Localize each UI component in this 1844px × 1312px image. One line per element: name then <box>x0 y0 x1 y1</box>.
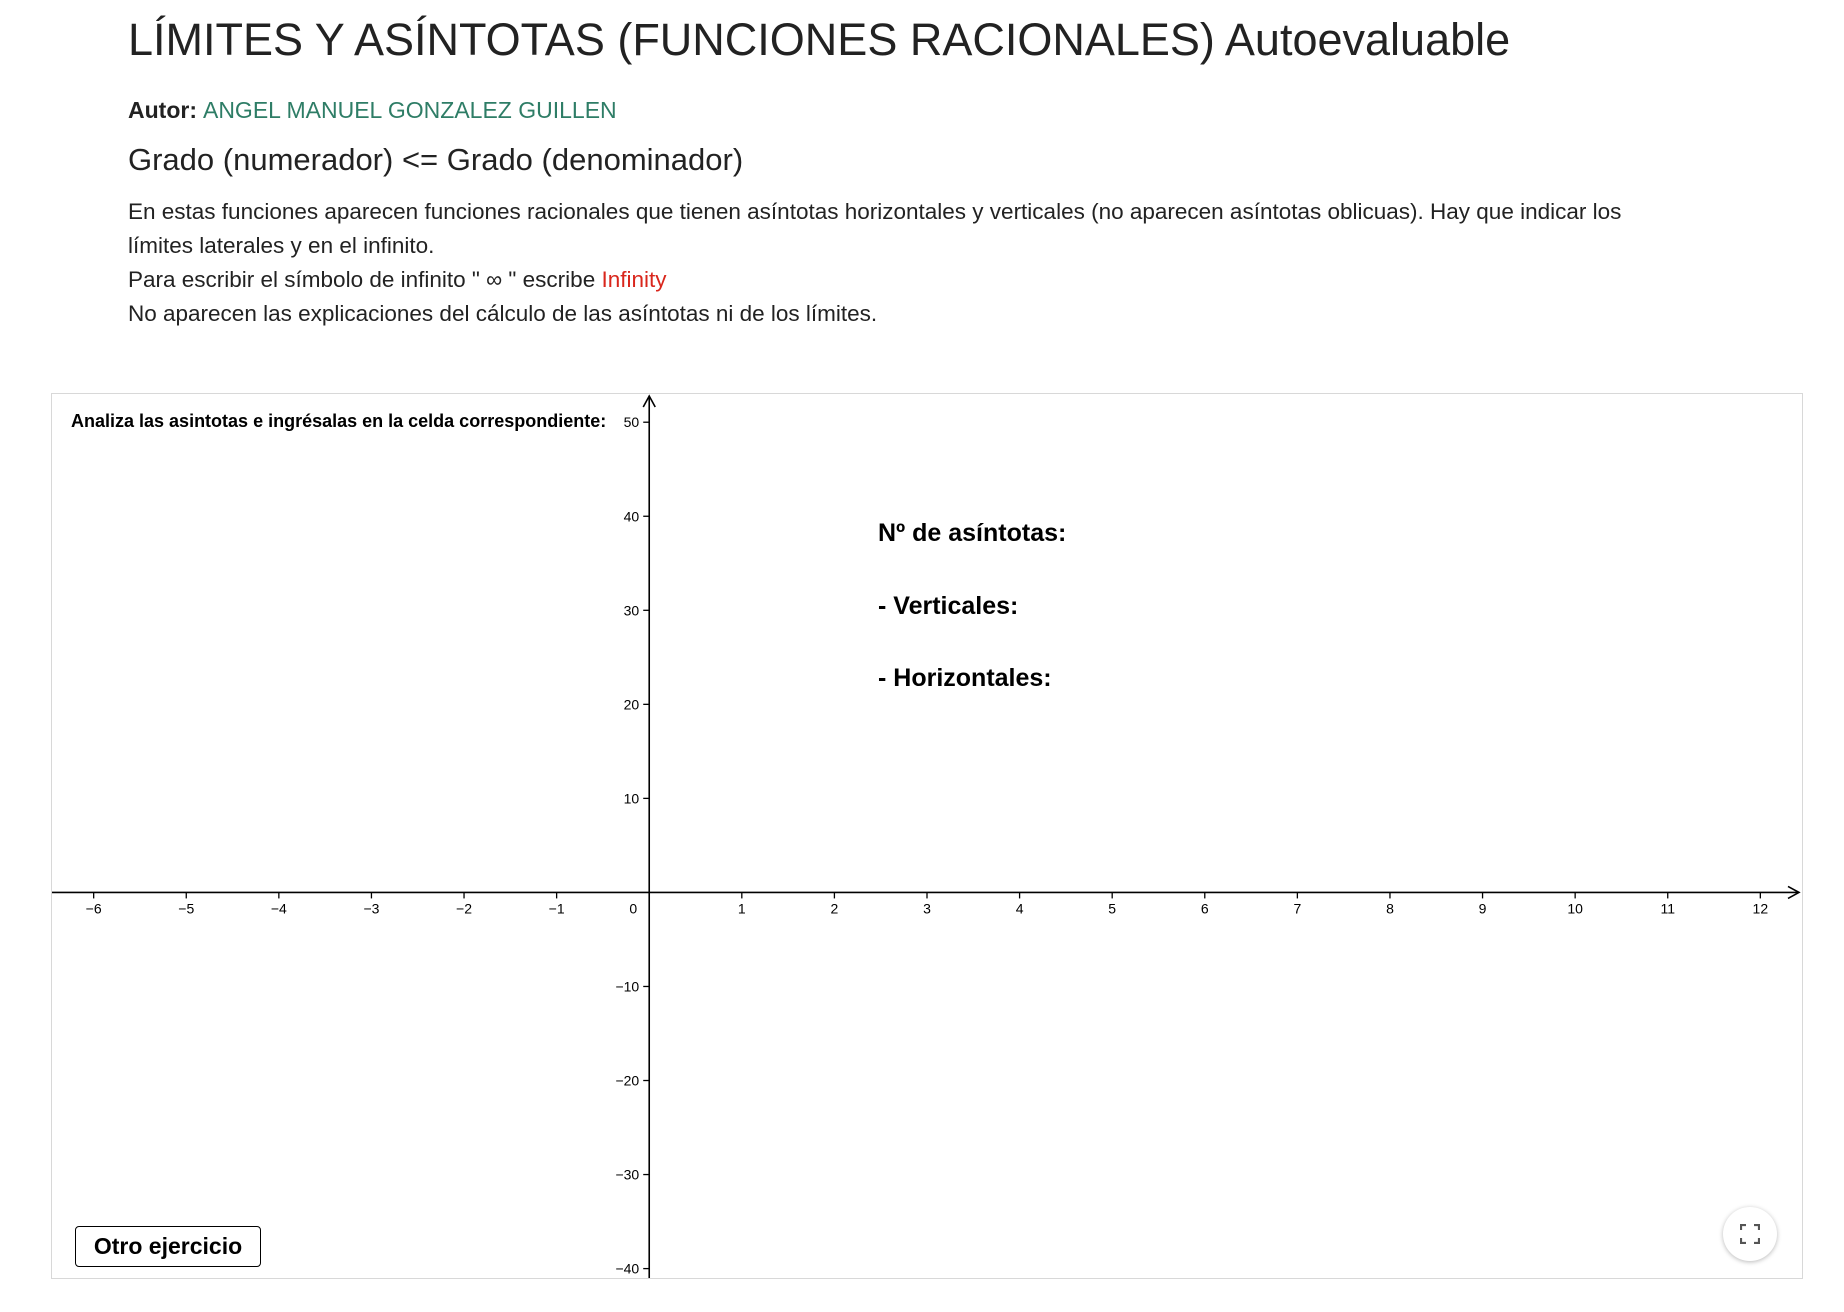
fullscreen-icon <box>1740 1224 1760 1244</box>
x-tick-label: 11 <box>1660 900 1676 917</box>
asymptotes-total-label: Nº de asíntotas: <box>878 519 1067 547</box>
other-exercise-button[interactable]: Otro ejercicio <box>75 1226 261 1267</box>
x-tick-label: −5 <box>178 900 195 917</box>
x-tick-label: −3 <box>363 900 380 917</box>
description <box>128 195 1688 331</box>
x-tick-label: 7 <box>1293 900 1302 917</box>
author-label: Autor: <box>128 97 197 123</box>
x-tick-label: −6 <box>85 900 102 917</box>
x-tick-label: 9 <box>1478 900 1487 917</box>
infinity-keyword: Infinity <box>601 267 667 292</box>
x-tick-label: −4 <box>270 900 287 917</box>
geogebra-applet[interactable] <box>51 393 1803 1279</box>
page-title: LÍMITES Y ASÍNTOTAS (FUNCIONES RACIONALES) Autoevaluable <box>128 14 1511 65</box>
x-tick-label: 4 <box>1015 900 1024 917</box>
y-tick-label: −10 <box>615 978 640 995</box>
x-tick-label: 5 <box>1108 900 1117 917</box>
x-tick-label: 8 <box>1386 900 1394 917</box>
fullscreen-button[interactable] <box>1723 1207 1777 1261</box>
y-tick-label: −40 <box>615 1260 640 1277</box>
description-line-3: No aparecen las explicaciones del cálculo de las asíntotas ni de los límites. <box>128 301 878 326</box>
x-tick-label: 10 <box>1567 900 1583 917</box>
y-tick-label: −20 <box>615 1072 640 1089</box>
horizontal-asymptotes-label: - Horizontales: <box>878 664 1052 692</box>
y-tick-label: 20 <box>623 696 640 713</box>
x-tick-label: 2 <box>830 900 839 917</box>
x-tick-label: 12 <box>1752 900 1769 917</box>
x-tick-label: 0 <box>629 900 638 917</box>
description-line-2-prefix: Para escribir el símbolo de infinito " ∞ " escribe <box>128 267 602 292</box>
applet-instruction: Analiza las asintotas e ingrésalas en la celda correspondiente: <box>71 411 607 431</box>
x-tick-label: −2 <box>456 900 473 917</box>
author-link[interactable]: ANGEL MANUEL GONZALEZ GUILLEN <box>202 97 617 123</box>
author-line <box>128 94 617 126</box>
y-tick-label: 30 <box>623 602 640 619</box>
y-tick-label: 10 <box>623 790 640 807</box>
x-tick-label: 1 <box>737 900 746 917</box>
description-line-2 <box>128 263 1688 297</box>
x-tick-label: 3 <box>923 900 931 917</box>
y-tick-label: 50 <box>623 414 640 431</box>
x-tick-label: 6 <box>1200 900 1209 917</box>
y-tick-label: −30 <box>615 1166 640 1183</box>
page-subtitle: Grado (numerador) <= Grado (denominador) <box>128 142 744 177</box>
y-tick-label: 40 <box>623 508 640 525</box>
x-tick-label: −1 <box>548 900 565 917</box>
description-line-1: En estas funciones aparecen funciones racionales que tienen asíntotas horizontales y verticales (no aparecen asíntotas oblicuas). Hay que indicar los límites laterales y en el infinito. <box>128 199 1622 258</box>
vertical-asymptotes-label: - Verticales: <box>878 592 1019 620</box>
